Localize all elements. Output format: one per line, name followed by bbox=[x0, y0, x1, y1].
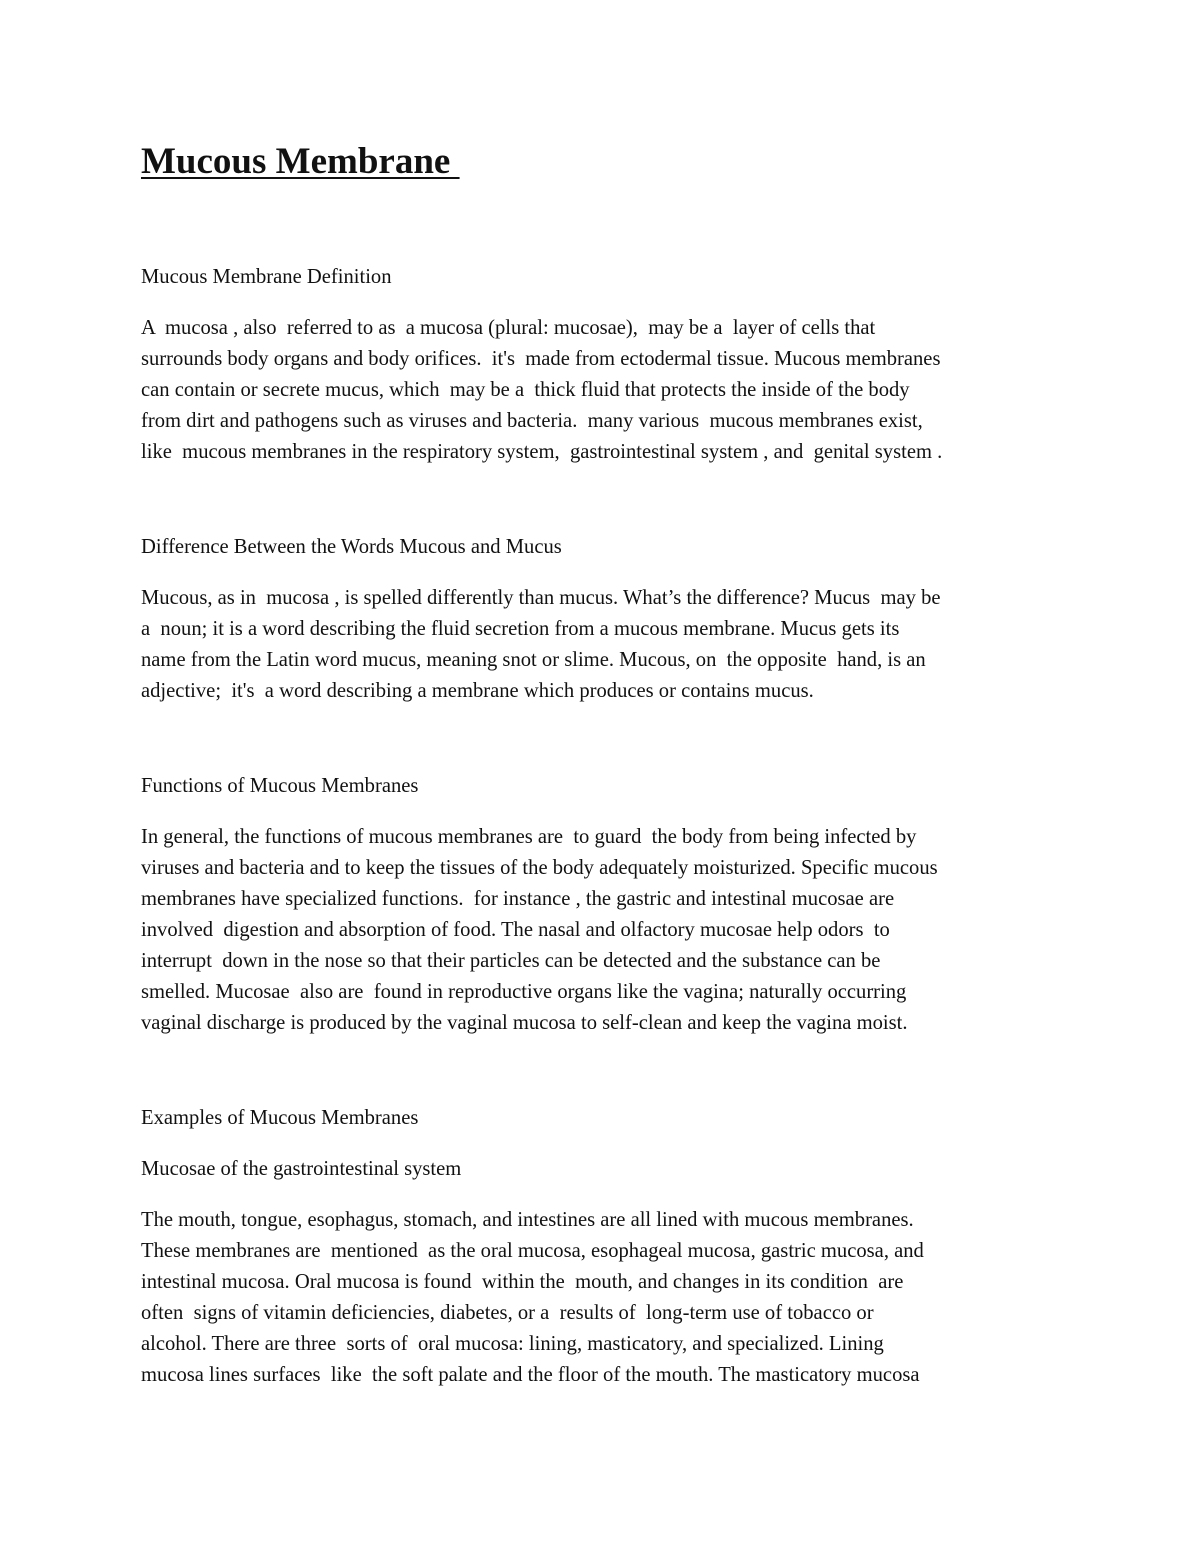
section-subheading: Mucosae of the gastrointestinal system bbox=[141, 1158, 462, 1180]
section-spacer bbox=[141, 707, 1071, 771]
paragraph-line: can contain or secrete mucus, which may be a thick fluid that protects the inside of the body bbox=[141, 379, 910, 401]
paragraph-line: alcohol. There are three sorts of oral mucosa: lining, masticatory, and specialized. Lining bbox=[141, 1333, 884, 1355]
document-title: Mucous Membrane bbox=[141, 141, 460, 182]
section-heading: Mucous Membrane Definition bbox=[141, 266, 392, 288]
section-difference bbox=[141, 532, 1071, 707]
document-body bbox=[141, 262, 1071, 1391]
paragraph-line: adjective; it's a word describing a membrane which produces or contains mucus. bbox=[141, 680, 814, 702]
paragraph-line: mucosa lines surfaces like the soft palate and the floor of the mouth. The masticatory mucosa bbox=[141, 1364, 920, 1386]
section-heading: Difference Between the Words Mucous and Mucus bbox=[141, 536, 562, 558]
section-paragraph bbox=[141, 583, 1071, 707]
paragraph-line: a noun; it is a word describing the fluid secretion from a mucous membrane. Mucus gets its bbox=[141, 618, 900, 640]
section-paragraph bbox=[141, 313, 1071, 468]
paragraph-line: smelled. Mucosae also are found in reproductive organs like the vagina; naturally occurring bbox=[141, 981, 907, 1003]
paragraph-line: These membranes are mentioned as the oral mucosa, esophageal mucosa, gastric mucosa, and bbox=[141, 1240, 924, 1262]
paragraph-line: The mouth, tongue, esophagus, stomach, and intestines are all lined with mucous membranes. bbox=[141, 1209, 914, 1231]
section-paragraph bbox=[141, 1205, 1071, 1391]
paragraph-line: often signs of vitamin deficiencies, diabetes, or a results of long-term use of tobacco or bbox=[141, 1302, 874, 1324]
section-paragraph bbox=[141, 822, 1071, 1039]
section-spacer bbox=[141, 468, 1071, 532]
paragraph-line: involved digestion and absorption of food. The nasal and olfactory mucosae help odors to bbox=[141, 919, 890, 941]
paragraph-line: interrupt down in the nose so that their particles can be detected and the substance can be bbox=[141, 950, 881, 972]
paragraph-line: A mucosa , also referred to as a mucosa (plural: mucosae), may be a layer of cells that bbox=[141, 317, 876, 339]
section-spacer bbox=[141, 1039, 1071, 1103]
paragraph-line: surrounds body organs and body orifices. it's made from ectodermal tissue. Mucous membranes bbox=[141, 348, 941, 370]
section-functions bbox=[141, 771, 1071, 1039]
section-heading: Examples of Mucous Membranes bbox=[141, 1107, 419, 1129]
section-examples bbox=[141, 1103, 1071, 1391]
paragraph-line: like mucous membranes in the respiratory system, gastrointestinal system , and genital system . bbox=[141, 441, 943, 463]
section-heading: Functions of Mucous Membranes bbox=[141, 775, 419, 797]
paragraph-line: name from the Latin word mucus, meaning snot or slime. Mucous, on the opposite hand, is an bbox=[141, 649, 926, 671]
section-definition bbox=[141, 262, 1071, 468]
paragraph-line: vaginal discharge is produced by the vaginal mucosa to self-clean and keep the vagina moist. bbox=[141, 1012, 908, 1034]
paragraph-line: viruses and bacteria and to keep the tissues of the body adequately moisturized. Specific mucous bbox=[141, 857, 938, 879]
paragraph-line: membranes have specialized functions. for instance , the gastric and intestinal mucosae are bbox=[141, 888, 895, 910]
paragraph-line: from dirt and pathogens such as viruses and bacteria. many various mucous membranes exist, bbox=[141, 410, 923, 432]
paragraph-line: intestinal mucosa. Oral mucosa is found within the mouth, and changes in its condition are bbox=[141, 1271, 904, 1293]
paragraph-line: Mucous, as in mucosa , is spelled differently than mucus. What’s the difference? Mucus may be bbox=[141, 587, 941, 609]
paragraph-line: In general, the functions of mucous membranes are to guard the body from being infected by bbox=[141, 826, 917, 848]
